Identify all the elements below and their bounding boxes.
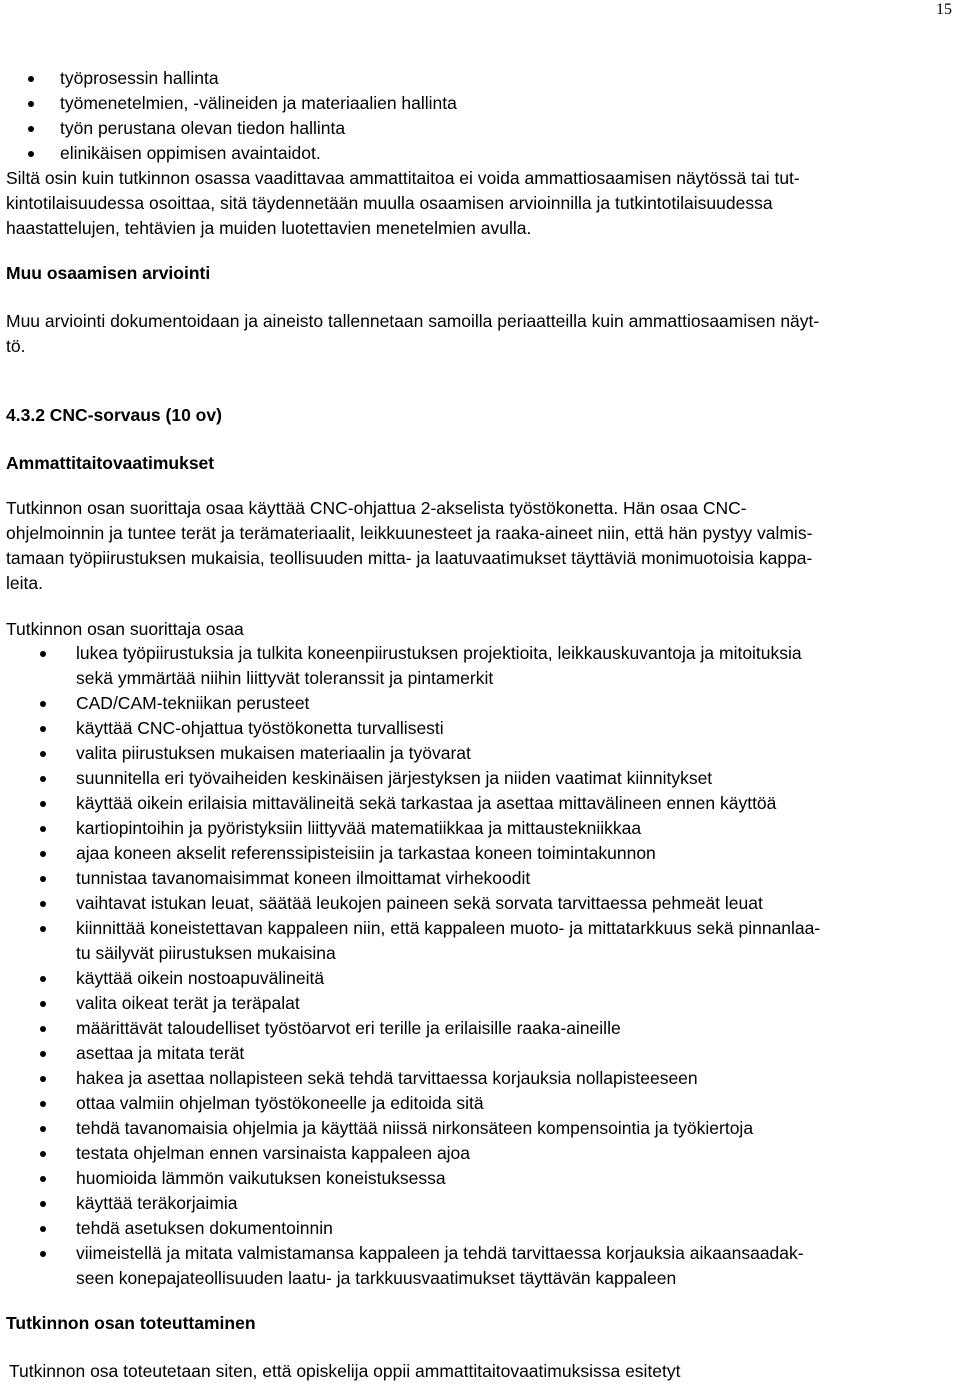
list-item: [76, 816, 952, 841]
list-item: [76, 691, 952, 716]
text-line: tehdä tavanomaisia ohjelmia ja käyttää niissä nirkonsäteen kompensointia ja työkiertoja: [76, 1118, 754, 1138]
text-line: valita oikeat terät ja teräpalat: [76, 993, 300, 1013]
heading-toteuttaminen: Tutkinnon osan toteuttaminen: [6, 1313, 256, 1333]
list-item: [76, 866, 952, 891]
text-line: Tutkinnon osan suorittaja osaa käyttää CNC-ohjattua 2-akselista työstökonetta. Hän osaa CNC-: [6, 498, 747, 518]
list-item: [76, 966, 952, 991]
list-item: [76, 1066, 952, 1091]
text-line: kintotilaisuudessa osoittaa, sitä täydennetään muulla osaamisen arvioinnilla ja tutkintotilaisuudessa: [6, 193, 773, 213]
text-line: kartiopintoihin ja pyöristyksiin liittyvää matematiikkaa ja mittaustekniikkaa: [76, 818, 642, 838]
list-item: [76, 1091, 952, 1116]
section-heading: 4.3.2 CNC-sorvaus (10 ov): [6, 405, 222, 425]
text-line: käyttää oikein nostoapuvälineitä: [76, 968, 325, 988]
text-line: käyttää teräkorjaimia: [76, 1193, 238, 1213]
text-line: Muu arviointi dokumentoidaan ja aineisto tallennetaan samoilla periaatteilla kuin ammattiosaamisen näyt-: [6, 311, 820, 331]
list-item: [76, 1116, 952, 1141]
text-line: suunnitella eri työvaiheiden keskinäisen järjestyksen ja niiden vaatimat kiinnitykset: [76, 768, 713, 788]
text-line: CAD/CAM-tekniikan perusteet: [76, 693, 310, 713]
list-item: [76, 1016, 952, 1041]
text-line: viimeistellä ja mitata valmistamansa kappaleen ja tehdä tarvittaessa korjauksia aikaansaadak-: [76, 1243, 804, 1263]
text-line: valita piirustuksen mukaisen materiaalin ja työvarat: [76, 743, 471, 763]
text-line: käyttää CNC-ohjattua työstökonetta turvallisesti: [76, 718, 444, 738]
text-line: asettaa ja mitata terät: [76, 1043, 245, 1063]
list-item: [76, 641, 952, 691]
text-line: ottaa valmiin ohjelman työstökoneelle ja editoida sitä: [76, 1093, 484, 1113]
paragraph-toteuttaminen: Tutkinnon osa toteutetaan siten, että opiskelija oppii ammattitaitovaatimuksissa esitetyt: [9, 1361, 681, 1381]
top-bullet-list: [60, 66, 940, 166]
text-line: huomioida lämmön vaikutuksen koneistuksessa: [76, 1168, 446, 1188]
text-line: käyttää oikein erilaisia mittavälineitä sekä tarkastaa ja asettaa mittavälineen ennen käyttöä: [76, 793, 777, 813]
list-item: työmenetelmien, -välineiden ja materiaalien hallinta: [60, 91, 940, 116]
text-line: seen konepajateollisuuden laatu- ja tarkkuusvaatimukset täyttävän kappaleen: [76, 1268, 677, 1288]
text-line: ajaa koneen akselit referenssipisteisiin ja tarkastaa koneen toimintakunnon: [76, 843, 656, 863]
text-line: tu säilyvät piirustuksen mukaisina: [76, 943, 336, 963]
skills-bullet-list: [76, 641, 952, 1291]
list-item: [76, 716, 952, 741]
text-line: kiinnittää koneistettavan kappaleen niin, että kappaleen muoto- ja mittatarkkuus sekä pinnanlaa-: [76, 918, 821, 938]
list-item: [76, 1216, 952, 1241]
list-item: [76, 1166, 952, 1191]
text-line: vaihtavat istukan leuat, säätää leukojen paineen sekä sorvata tarvittaessa pehmeät leuat: [76, 893, 763, 913]
list-item: työn perustana olevan tiedon hallinta: [60, 116, 940, 141]
heading-ammattitaitovaatimukset: Ammattitaitovaatimukset: [6, 453, 215, 473]
list-item: [76, 916, 952, 966]
list-item: [76, 1041, 952, 1066]
lead-text-osaa: Tutkinnon osan suorittaja osaa: [6, 619, 244, 639]
text-line: leita.: [6, 573, 43, 593]
text-line: hakea ja asettaa nollapisteen sekä tehdä tarvittaessa korjauksia nollapisteeseen: [76, 1068, 698, 1088]
list-item: työprosessin hallinta: [60, 66, 940, 91]
page-number: 15: [936, 1, 952, 18]
paragraph-muu-arviointi: [6, 309, 954, 359]
list-item: [76, 1191, 952, 1216]
text-line: Siltä osin kuin tutkinnon osassa vaadittavaa ammattitaitoa ei voida ammattiosaamisen näytössä tai tut-: [6, 168, 800, 188]
list-item: elinikäisen oppimisen avaintaidot.: [60, 141, 940, 166]
list-item: [76, 1241, 952, 1291]
text-line: tö.: [6, 336, 26, 356]
text-line: ohjelmoinnin ja tuntee terät ja terämateriaalit, leikkuunesteet ja raaka-aineet niin, että hän pystyy valmis-: [6, 523, 813, 543]
list-item: [76, 791, 952, 816]
heading-muu-osaamisen-arviointi: Muu osaamisen arviointi: [6, 263, 211, 283]
list-item: [76, 766, 952, 791]
list-item: [76, 741, 952, 766]
text-line: määrittävät taloudelliset työstöarvot eri terille ja erilaisille raaka-aineille: [76, 1018, 621, 1038]
text-line: lukea työpiirustuksia ja tulkita koneenpiirustuksen projektioita, leikkauskuvantoja ja mitoituksia: [76, 643, 802, 663]
text-line: haastattelujen, tehtävien ja muiden luotettavien menetelmien avulla.: [6, 218, 532, 238]
list-item: [76, 1141, 952, 1166]
list-item: [76, 841, 952, 866]
paragraph-vaatimukset: [6, 496, 954, 596]
text-line: sekä ymmärtää niihin liittyvät toleranssit ja pintamerkit: [76, 668, 494, 688]
paragraph-siltä-osin: [6, 166, 954, 241]
text-line: tamaan työpiirustuksen mukaisia, teollisuuden mitta- ja laatuvaatimukset täyttäviä monimuotoisia kappa-: [6, 548, 813, 568]
list-item: [76, 991, 952, 1016]
text-line: tunnistaa tavanomaisimmat koneen ilmoittamat virhekoodit: [76, 868, 531, 888]
text-line: testata ohjelman ennen varsinaista kappaleen ajoa: [76, 1143, 471, 1163]
text-line: tehdä asetuksen dokumentoinnin: [76, 1218, 333, 1238]
list-item: [76, 891, 952, 916]
